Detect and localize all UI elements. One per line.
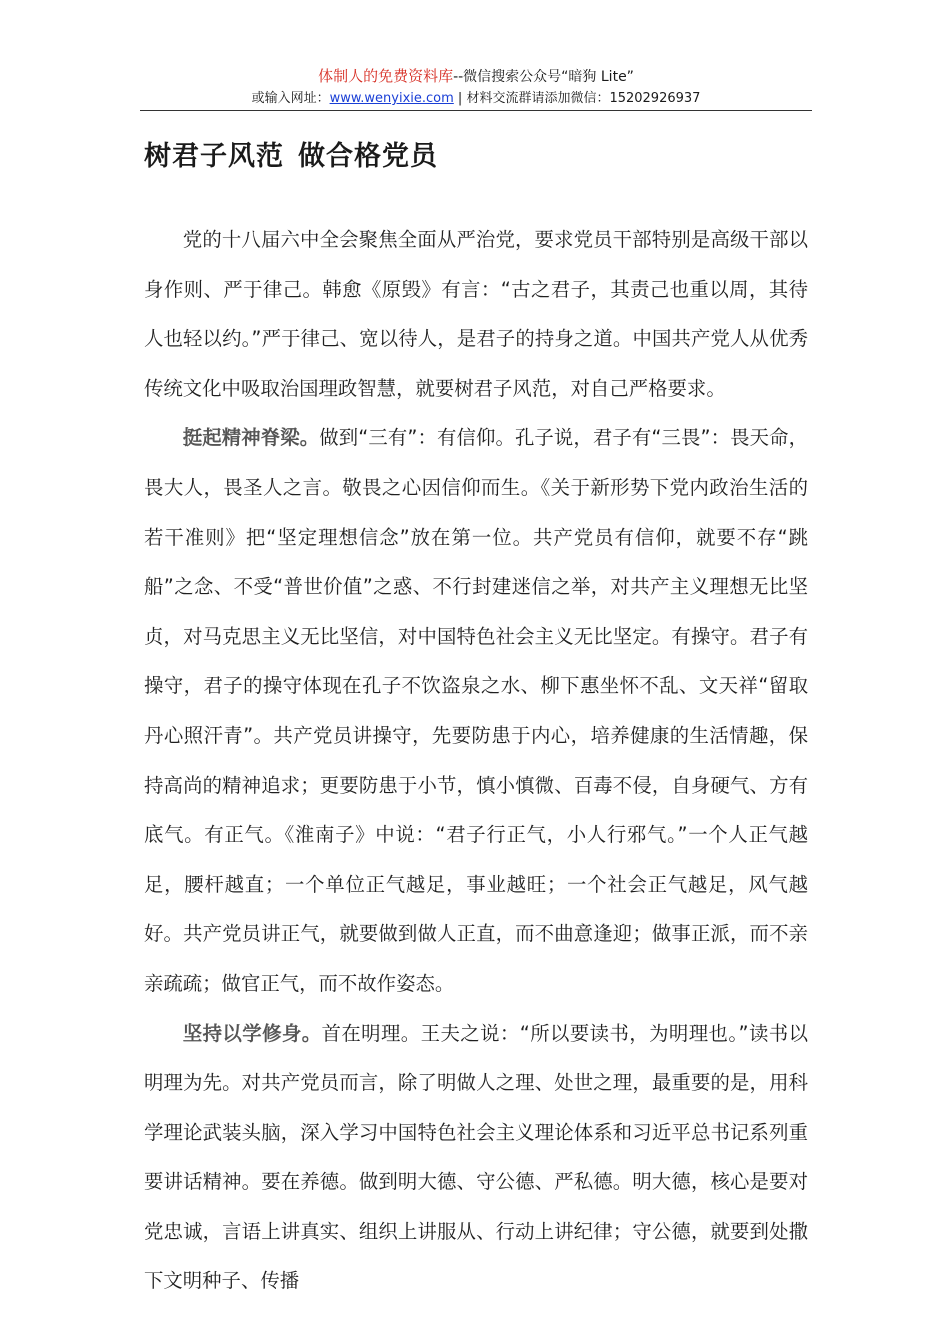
article-title-part-2: 做合格党员 <box>298 141 438 172</box>
header-line-2 <box>140 89 812 109</box>
article-body <box>144 215 808 1306</box>
paragraph-2 <box>144 413 808 1008</box>
paragraph-3-lead: 坚持以学修身。 <box>182 1021 322 1045</box>
paragraph-3 <box>144 1009 808 1307</box>
header-tagline: --微信搜索公众号“暗狗 Lite” <box>453 69 634 85</box>
header-line-1 <box>140 66 812 87</box>
header-site-link[interactable]: www.wenyixie.com <box>329 91 454 106</box>
header-brand: 体制人的免费资料库 <box>318 67 454 85</box>
header-divider <box>140 110 812 111</box>
paragraph-1-text: 党的十八届六中全会聚焦全面从严治党，要求党员干部特别是高级干部以身作则、严于律己。韩愈《原毁》有言：“古之君子，其责己也重以周，其待人也轻以约。”严于律己、宽以待人，是君子的持身之道。中国共产党人从优秀传统文化中吸取治国理政智慧，就要树君子风范，对自己严格要求。 <box>144 228 808 400</box>
paragraph-1 <box>144 215 808 413</box>
page-header <box>140 66 812 109</box>
header-contact: | 材料交流群请添加微信：15202926937 <box>453 91 701 106</box>
paragraph-3-text: 首在明理。王夫之说：“所以要读书，为明理也。”读书以明理为先。对共产党员而言，除了明做人之理、处世之理，最重要的是，用科学理论武装头脑，深入学习中国特色社会主义理论体系和习近平总书记系列重要讲话精神。要在养德。做到明大德、守公德、严私德。明大德，核心是要对党忠诚，言语上讲真实、组织上讲服从、行动上讲纪律；守公德，就要到处撒下文明种子、传播 <box>144 1021 809 1293</box>
article-title-part-1: 树君子风范 <box>144 141 284 172</box>
paragraph-2-text: 做到“三有”：有信仰。孔子说，君子有“三畏”：畏天命，畏大人，畏圣人之言。敬畏之心因信仰而生。《关于新形势下党内政治生活的若干准则》把“坚定理想信念”放在第一位。共产党员有信仰，就要不存“跳船”之念、不受“普世价值”之惑、不行封建迷信之举，对共产主义理想无比坚贞，对马克思主义无比坚信，对中国特色社会主义无比坚定。有操守。君子有操守，君子的操守体现在孔子不饮盗泉之水、柳下惠坐怀不乱、文天祥“留取丹心照汗青”。共产党员讲操守，先要防患于内心，培养健康的生活情趣，保持高尚的精神追求；更要防患于小节，慎小慎微、百毒不侵，自身硬气、方有底气。有正气。《淮南子》中说：“君子行正气，小人行邪气。”一个人正气越足，腰杆越直；一个单位正气越足，事业越旺；一个社会正气越足，风气越好。共产党员讲正气，就要做到做人正直，而不曲意逢迎；做事正派，而不亲亲疏疏；做官正气，而不故作姿态。 <box>144 426 808 995</box>
article-title <box>144 134 438 173</box>
header-site-prefix: 或输入网址： <box>251 91 330 106</box>
paragraph-2-lead: 挺起精神脊梁。 <box>182 426 320 450</box>
